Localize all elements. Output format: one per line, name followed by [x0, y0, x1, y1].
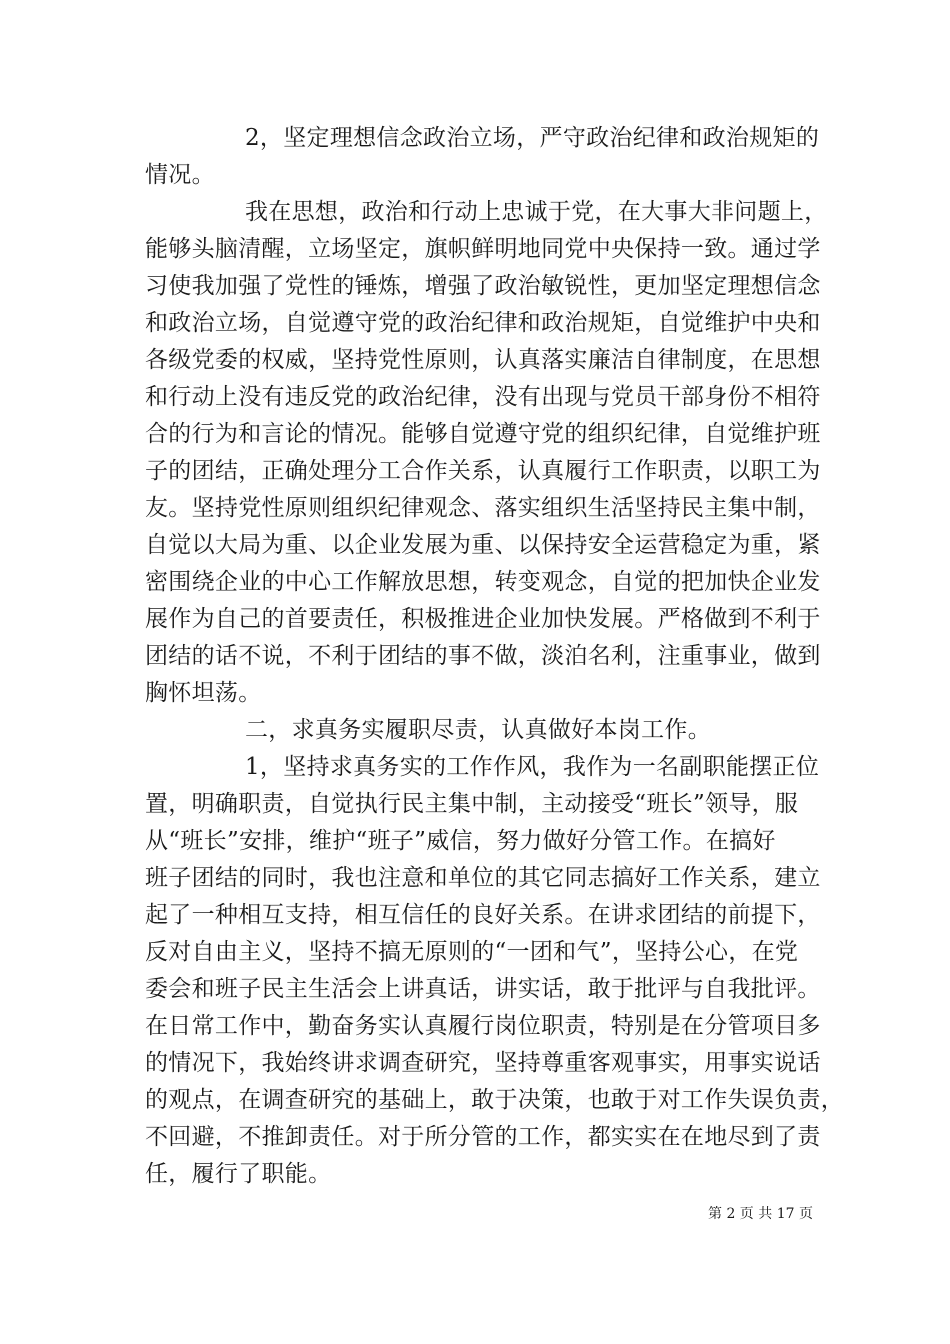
text-line: 密围绕企业的中心工作解放思想，转变观念，自觉的把加快企业发	[145, 569, 821, 595]
text-line: 和行动上没有违反党的政治纪律，没有出现与党员干部身份不相符	[145, 384, 821, 410]
text-line: 和政治立场，自觉遵守党的政治纪律和政治规矩，自觉维护中央和	[145, 310, 821, 336]
text-line: 不回避，不推卸责任。对于所分管的工作，都实实在在地尽到了责	[145, 1124, 821, 1150]
text-line: 合的行为和言论的情况。能够自觉遵守党的组织纪律，自觉维护班	[145, 421, 821, 447]
text-line: 置，明确职责，自觉执行民主集中制，主动接受“班长”领导，服	[145, 791, 799, 817]
text-line: 反对自由主义，坚持不搞无原则的“一团和气”，坚持公心，在党	[145, 939, 799, 965]
text-line: 团结的话不说，不利于团结的事不做，淡泊名利，注重事业，做到	[145, 643, 821, 669]
text-line: 1，坚持求真务实的工作作风，我作为一名副职能摆正位	[245, 754, 820, 780]
text-line: 我在思想，政治和行动上忠诚于党，在大事大非问题上，	[245, 199, 828, 225]
text-line: 友。坚持党性原则组织纪律观念、落实组织生活坚持民主集中制，	[145, 495, 821, 521]
text-line: 班子团结的同时，我也注意和单位的其它同志搞好工作关系，建立	[145, 865, 821, 891]
text-line: 的情况下，我始终讲求调查研究，坚持尊重客观事实，用事实说话	[145, 1050, 821, 1076]
text-line: 胸怀坦荡。	[145, 680, 262, 706]
text-line: 能够头脑清醒，立场坚定，旗帜鲜明地同党中央保持一致。通过学	[145, 236, 821, 262]
text-line: 习使我加强了党性的锤炼，增强了政治敏锐性，更加坚定理想信念	[145, 273, 821, 299]
text-line: 自觉以大局为重、以企业发展为重、以保持安全运营稳定为重，紧	[145, 532, 821, 558]
text-line: 2，坚定理想信念政治立场，严守政治纪律和政治规矩的	[245, 125, 820, 151]
section-heading: 二，求真务实履职尽责，认真做好本岗工作。	[245, 717, 711, 743]
text-line: 各级党委的权威，坚持党性原则，认真落实廉洁自律制度，在思想	[145, 347, 821, 373]
text-line: 任，履行了职能。	[145, 1161, 332, 1187]
text-line: 起了一种相互支持，相互信任的良好关系。在讲求团结的前提下，	[145, 902, 821, 928]
text-line: 委会和班子民主生活会上讲真话，讲实话，敢于批评与自我批评。	[145, 976, 821, 1002]
page-number: 第 2 页 共 17 页	[708, 1206, 813, 1222]
text-line: 的观点，在调查研究的基础上，敢于决策，也敢于对工作失误负责，	[145, 1087, 844, 1113]
text-line: 在日常工作中，勤奋务实认真履行岗位职责，特别是在分管项目多	[145, 1013, 821, 1039]
text-line: 情况。	[145, 162, 215, 188]
text-line: 子的团结，正确处理分工合作关系，认真履行工作职责，以职工为	[145, 458, 821, 484]
text-line: 展作为自己的首要责任，积极推进企业加快发展。严格做到不利于	[145, 606, 821, 632]
text-line: 从“班长”安排，维护“班子”威信，努力做好分管工作。在搞好	[145, 828, 776, 854]
